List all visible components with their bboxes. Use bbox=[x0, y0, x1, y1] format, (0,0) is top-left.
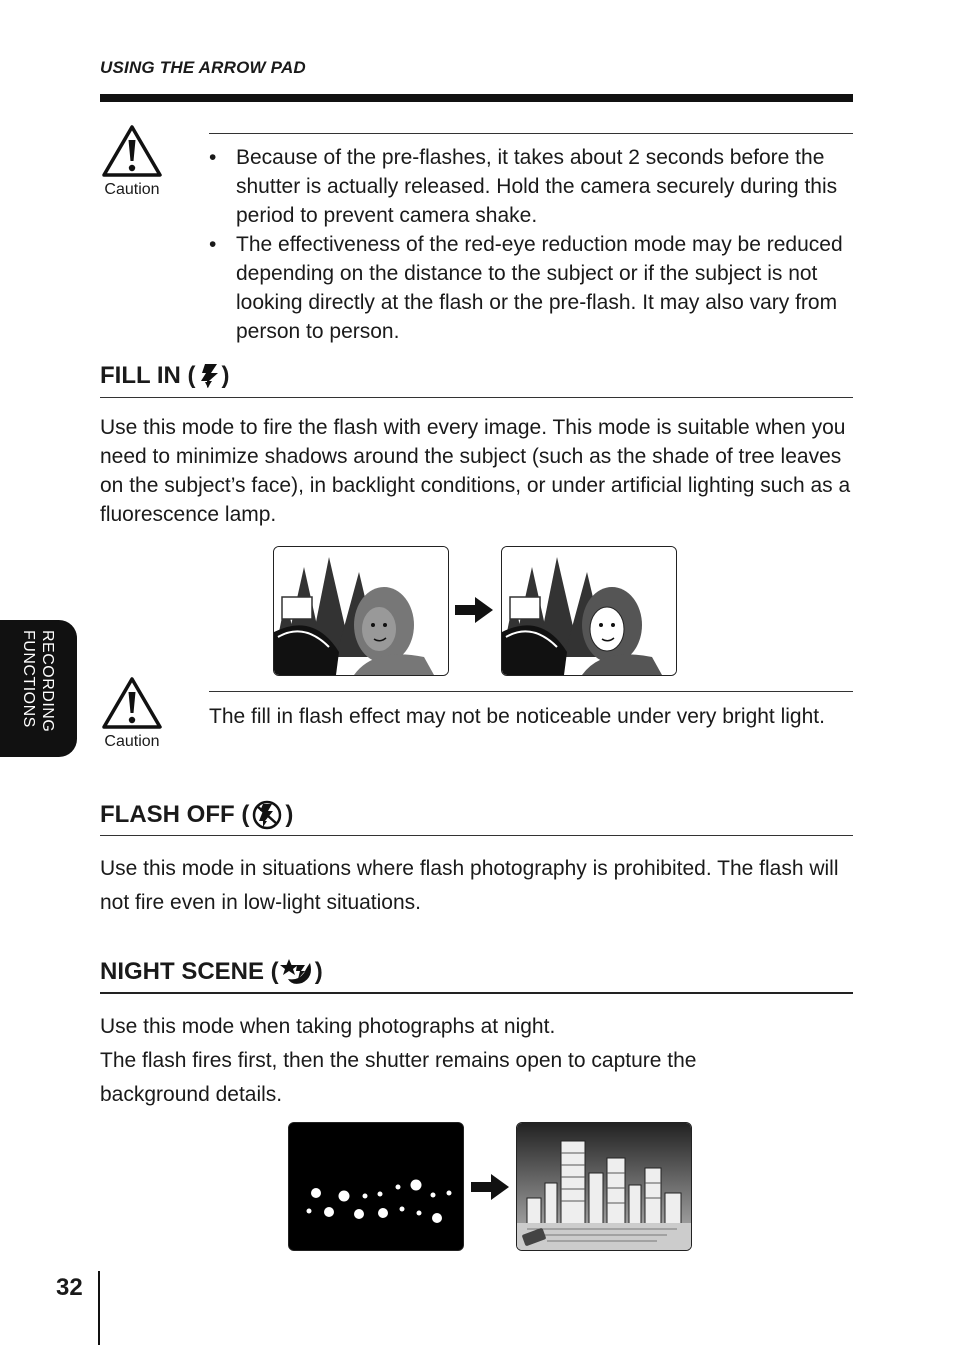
caution-bullets bbox=[209, 143, 849, 346]
caution-block-2 bbox=[100, 676, 164, 751]
caution-2-text: The fill in flash effect may not be noticeable under very bright light. bbox=[209, 705, 825, 728]
arrow-right-icon bbox=[469, 1172, 511, 1202]
arrow-right-icon bbox=[453, 595, 495, 625]
caution-label: Caution bbox=[104, 181, 160, 198]
night-scene-body-line-1: Use this mode when taking photographs at night. bbox=[100, 1015, 556, 1038]
side-tab-line-2: FUNCTIONS bbox=[20, 630, 37, 728]
illustration-before-fill-in bbox=[273, 546, 449, 676]
section-rule bbox=[100, 992, 853, 994]
header-rule bbox=[100, 94, 853, 102]
night-scene-body-line-2: The flash fires first, then the shutter remains open to capture the background details. bbox=[100, 1049, 697, 1106]
section-title-flash-off: FLASH OFF ( ) bbox=[100, 801, 294, 828]
illustration-night-without bbox=[288, 1122, 464, 1251]
running-header: USING THE ARROW PAD bbox=[100, 58, 306, 77]
side-tab-text bbox=[19, 630, 57, 732]
illustration-after-fill-in bbox=[501, 546, 677, 676]
note-rule bbox=[209, 133, 853, 134]
caution-block-1 bbox=[100, 124, 164, 199]
fill-in-flash-icon bbox=[197, 362, 221, 390]
section-rule bbox=[100, 835, 853, 836]
night-scene-icon bbox=[280, 957, 314, 987]
flash-off-body: Use this mode in situations where flash photography is prohibited. The flash will not fire even in low-light situations. bbox=[100, 857, 839, 914]
page-number: 32 bbox=[56, 1274, 83, 1301]
caution-icon bbox=[101, 676, 163, 730]
caution-icon bbox=[101, 124, 163, 178]
section-title-night-scene: NIGHT SCENE ( ) bbox=[100, 958, 323, 985]
note-rule bbox=[209, 691, 853, 692]
flash-off-icon bbox=[250, 800, 284, 830]
caution-bullet: • The effectiveness of the red-eye reduction mode may be reduced depending on the distance to the subject or if the subject is not looking directly at the flash or the pre-flash. It may also vary from person to person. bbox=[209, 230, 849, 346]
side-tab-recording-functions bbox=[0, 620, 77, 757]
section-rule bbox=[100, 397, 853, 398]
illustration-night-with bbox=[516, 1122, 692, 1251]
fill-in-body: Use this mode to fire the flash with every image. This mode is suitable when you need to minimize shadows around the subject (such as the shade of tree leaves on the subject’s face), in backlight conditions, or under artificial lighting such as a fluorescence lamp. bbox=[100, 416, 851, 526]
caution-label: Caution bbox=[104, 733, 160, 750]
section-title-fill-in: FILL IN ( ) bbox=[100, 362, 230, 389]
page-number-rule bbox=[98, 1271, 100, 1345]
side-tab-line-1: RECORDING bbox=[39, 630, 56, 733]
caution-bullet: • Because of the pre-flashes, it takes about 2 seconds before the shutter is actually released. Hold the camera securely during this period to prevent camera shake. bbox=[209, 143, 849, 230]
